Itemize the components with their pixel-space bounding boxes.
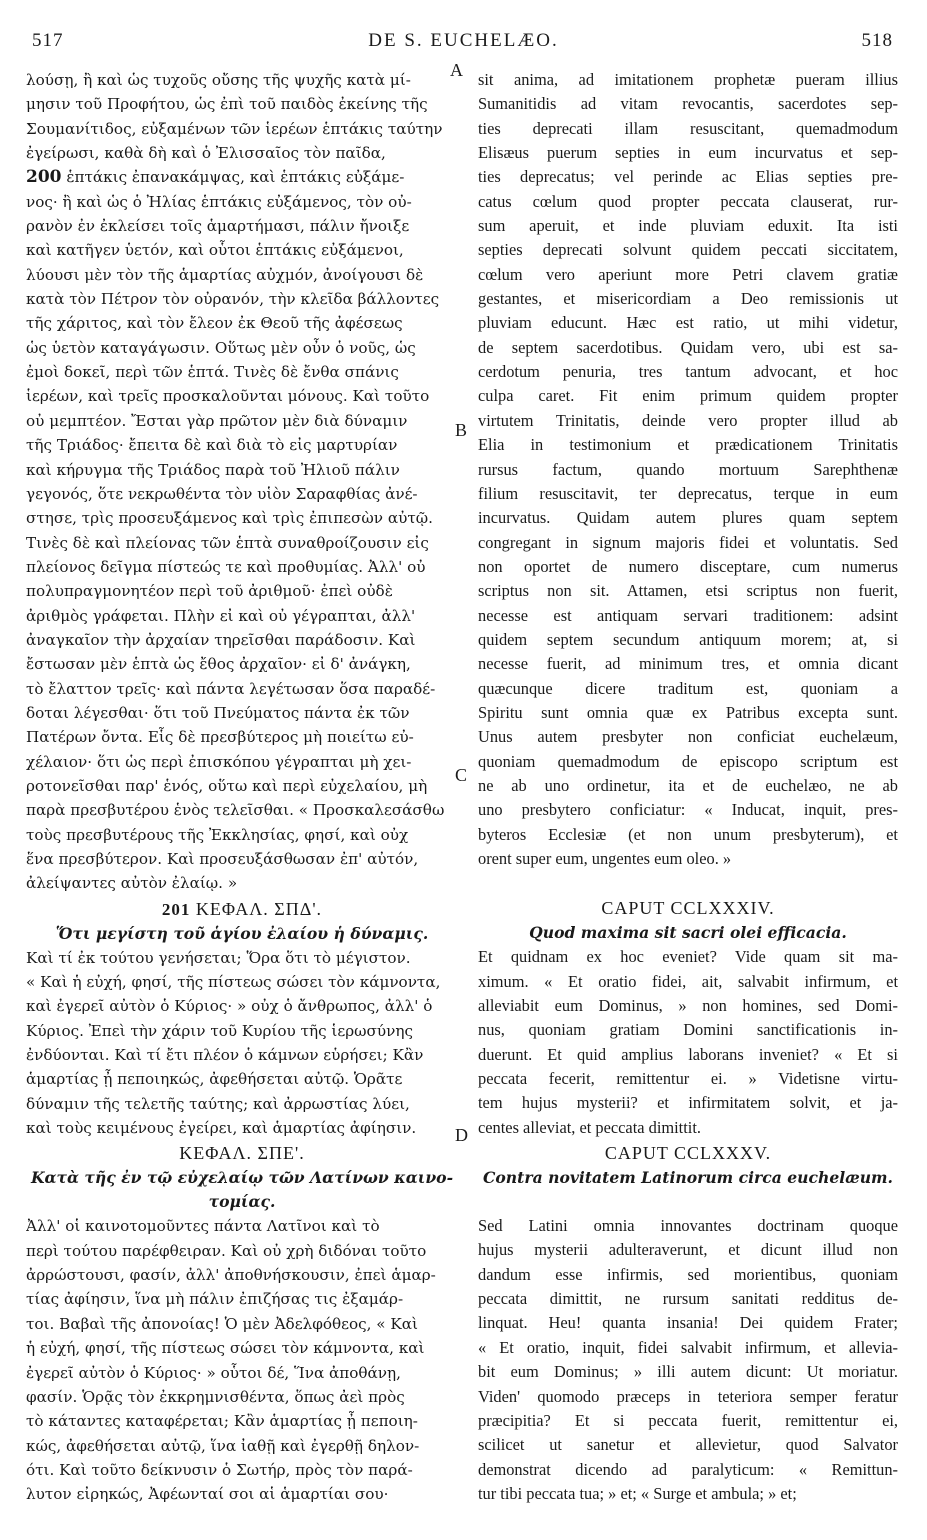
- text-line: πλείονος δεῖγμα πίστεώς τε καὶ προθυμίας. Ἀλλ' οὐ: [26, 557, 426, 576]
- margin-marker-b: B: [455, 420, 468, 440]
- text-line: τοὺς πρεσβυτέρους τῆς Ἐκκλησίας, φησί, καὶ οὐχ: [26, 825, 409, 844]
- text-line: Sumanitidis ad vitam revocantis, sacerdotes sep-: [478, 94, 898, 114]
- text-line: ἔστωσαν μὲν ἑπτὰ ὡς ἔθος ἀρχαῖον· εἰ δ' ἀνάγκη,: [26, 655, 411, 674]
- text-line: tem hujus mysterii? et infirmitatem solvit, et ja-: [478, 1093, 898, 1113]
- text-line: bit eum Dominus; » illi autem dicunt: Ut moriatur.: [478, 1362, 898, 1382]
- text-line: καὶ τοὺς κειμένους ἐγείρει, καὶ ἁμαρτίας ἀφίησιν.: [26, 1119, 417, 1138]
- text-line: ἐγείρωσι, καθὰ δὴ καὶ ὁ Ἐλισσαῖος τὸν παῖδα,: [26, 144, 386, 163]
- text-line: pluviam educunt. Hæc est ratio, ut mihi videtur,: [478, 313, 898, 333]
- text-line: sit anima, ad imitationem prophetæ pueram illius: [478, 70, 898, 89]
- text-line: necesse fuerit, ad minimum tres, et omnia dicant: [478, 654, 898, 674]
- text-line: ximum. « Et oratio fidei, ait, salvabit infirmum, et: [478, 971, 898, 991]
- text-line: dandum esse infirmis, sed morientibus, quoniam: [478, 1264, 898, 1284]
- running-title: DE S. EUCHELÆO.: [368, 30, 559, 51]
- text-line: orent super eum, ungentes eum oleo. »: [478, 849, 732, 868]
- latin-chapter-heading-285: CAPUT CCLXXXV.: [604, 1143, 772, 1164]
- text-line: linquat. Heu! quanta insania! Dei quidem Frater;: [478, 1313, 898, 1333]
- text-line: τὸ κάταντες καταφέρεται; Κἂν ἁμαρτίας ᾖ πεποιη-: [26, 1412, 418, 1431]
- text-line: ἱερέων, καὶ τρεῖς προσκαλοῦνται μόνους. Καὶ τοῦτο: [26, 387, 430, 406]
- text-line: ἀριθμὸς γράφεται. Πλὴν εἰ καὶ οὐ γέγραπται, ἀλλ': [26, 606, 416, 625]
- greek-section-number-200: 200: [26, 167, 62, 188]
- greek-text-mid: [26, 946, 458, 1141]
- text-line: κατὰ τὸν Πέτρον τὸν οὐρανόν, τὴν κλεῖδα βάλλοντες: [26, 290, 440, 309]
- page-number-right: 518: [861, 30, 893, 51]
- text-line: μησιν τοῦ Προφήτου, ὡς ἐπὶ τοῦ παιδὸς ἐκείνης τῆς: [26, 95, 428, 114]
- text-line: ὡς ὑετὸν καταγάγωσιν. Οὕτως μὲν οὖν ὁ νοῦς, ὡς: [26, 338, 416, 357]
- text-line: τοι. Βαβαὶ τῆς ἀπονοίας! Ὁ μὲν Ἀδελφόθεος, « Καὶ: [26, 1314, 418, 1333]
- text-line: ἀλείψαντες αὐτὸν ἐλαίῳ. »: [26, 874, 238, 893]
- text-line: demonstrat dicendo ad paralyticum: « Remittun-: [478, 1459, 898, 1479]
- text-line: septies deprecati solvunt quidem peccati siccitatem,: [478, 240, 898, 260]
- text-line: peccata fecerit, remittentur ei. » Videtisne virtu-: [478, 1069, 898, 1089]
- greek-text-bottom: [26, 1214, 458, 1506]
- greek-chapter-heading-285: ΚΕΦΑΛ. ΣΠΕ'.: [179, 1143, 305, 1164]
- text-line: Unus autem presbyter non conficiat euchelæum,: [478, 727, 898, 747]
- text-line: καὶ κατῆγεν ὑετόν, καὶ οὗτοι ἑπτάκις εὐξάμενοι,: [26, 241, 404, 260]
- text-line: τῆς Τριάδος· ἔπειτα δὲ καὶ διὰ τὸ εἰς μαρτυρίαν: [26, 436, 398, 455]
- text-line: [26, 165, 458, 189]
- text-line: « Et oratio, inquit, fidei salvabit infirmum, et allevia-: [478, 1337, 898, 1357]
- text-line: ἐγερεῖ αὐτὸν ὁ Κύριος· » οὗτοι δέ, Ἵνα ἀποθάνῃ,: [26, 1363, 401, 1382]
- text-line: τὸ ἔλαττον τρεῖς· καὶ πάντα λεγέτωσαν ὅσα παραδέ-: [26, 679, 436, 698]
- latin-text-mid: [478, 945, 898, 1140]
- text-line: Et quidnam ex hoc eveniet? Vide quam sit ma-: [478, 947, 898, 967]
- greek-chapter-heading-284: [26, 896, 458, 922]
- margin-marker-d: D: [455, 1125, 468, 1145]
- text-line: necesse est antiquam servari traditionem: adsint: [478, 605, 898, 625]
- text-line: alleviabit eum Dominus, » non homines, sed Domi-: [478, 996, 898, 1016]
- text-line: Elisæus puerum septies in eum incurvatus et sep-: [478, 143, 898, 163]
- text-line: byteros Ecclesiæ (et non unum presbyterum), et: [478, 824, 898, 844]
- text-line: χέλαιον· ὅτι ὡς περὶ ἐπισκόπου γέγραπται μὴ χει-: [26, 752, 412, 771]
- text-line: ἀναγκαῖον τὴν ἀρχαίαν τηρεῖσθαι παράδοσιν. Καὶ: [26, 630, 416, 649]
- latin-text-bottom: [478, 1214, 898, 1506]
- text-line: Sed Latini omnia innovantes doctrinam quoque: [478, 1216, 898, 1236]
- text-line: nus, quoniam gratiam Domini sanctificationis in-: [478, 1020, 898, 1040]
- latin-text-top: [478, 68, 898, 871]
- text-line: ἁμαρτίας ᾖ πεποιηκώς, ἀφεθήσεται αὐτῷ. Ὁρᾶτε: [26, 1070, 403, 1089]
- margin-marker-a: A: [450, 60, 463, 80]
- text-line: gestantes, et misericordiam a Deo remissionis ut: [478, 289, 898, 309]
- text-line: culpa caret. Fit enim primum quidem propter: [478, 386, 898, 406]
- margin-marker-c: C: [455, 765, 468, 785]
- greek-chapter-subtitle-285a: Κατὰ τῆς ἐν τῷ εὐχελαίῳ τῶν Λατίνων καινο-: [30, 1168, 454, 1188]
- text-line: ἕνα πρεσβύτερον. Καὶ προσευξάσθωσαν ἐπ' αὐτόν,: [26, 850, 419, 868]
- text-line: centes alleviat, et peccata dimittit.: [478, 1117, 701, 1137]
- latin-chapter-subtitle-285: Contra novitatem Latinorum circa euchelæum.: [483, 1168, 893, 1188]
- text-line: δοται λέγεσθαι· ὅτι τοῦ Πνεύματος πάντα ἐκ τῶν: [26, 703, 410, 722]
- text-line: cœlum vero aperiunt more Petri clavem gratiæ: [478, 264, 898, 284]
- text-line: καὶ ἐγερεῖ αὐτὸν ὁ Κύριος· » οὐχ ὁ ἄνθρωπος, ἀλλ' ὁ: [26, 997, 433, 1016]
- text-line: ότι. Καὶ τοῦτο δείκνυσιν ὁ Σωτήρ, πρὸς τὸν παρά-: [26, 1460, 413, 1479]
- text-line: filium resuscitavit, ter deprecatus, terque in eum: [478, 483, 898, 503]
- spacer: [478, 1190, 898, 1214]
- text-line: περὶ τούτου παρέφθειραν. Καὶ οὐ χρὴ διδόναι τοῦτο: [26, 1241, 427, 1260]
- text-line: catus cœlum quod propter peccata clauserat, rur-: [478, 191, 898, 211]
- text-line: quoniam quemadmodum de episcopo scriptum est: [478, 751, 898, 771]
- text-line: quæcunque dicere traditum est, quoniam a: [478, 678, 898, 698]
- text-line: non oportet de numero disceptare, cum numerus: [478, 556, 898, 576]
- greek-chapter-title: ΚΕΦΑΛ. ΣΠΔ'.: [195, 898, 323, 919]
- text-line: Κύριος. Ἐπεὶ τὴν χάριν τοῦ Κυρίου τῆς ἱερωσύνης: [26, 1021, 413, 1040]
- text-line: uno presbytero conficiatur: « Inducat, inquit, pres-: [478, 800, 898, 820]
- page-number-left: 517: [32, 30, 64, 51]
- text-line: ἐμοὶ δοκεῖ, περὶ τῶν ἑπτά. Τινὲς δὲ ἔνθα σπάνις: [26, 363, 399, 382]
- text-line: γεγονός, ὅτε νεκρωθέντα τὸν υἱὸν Σαραφθίας ἀνέ-: [26, 484, 418, 503]
- text-line: στησε, τρὶς προσευξάμενος καὶ τρὶς ἐπιπεσὼν αὐτῷ.: [26, 509, 433, 528]
- latin-column: [478, 68, 898, 1506]
- text-line: δύναμιν τῆς τελετῆς ταύτης; καὶ ἀρρωστίας λύει,: [26, 1094, 410, 1113]
- text-line: Viden' quomodo præceps in teteriora semper feratur: [478, 1386, 898, 1406]
- text-line: tur tibi peccata tua; » et; « Surge et ambula; » et;: [478, 1483, 797, 1503]
- greek-chapter-subtitle-284: Ὅτι μεγίστη τοῦ ἁγίου ἐλαίου ἡ δύναμις.: [55, 923, 429, 943]
- text-line: τίας ἀφίησιν, ἵνα μὴ πάλιν ἐπιζήσας τις ἐξαμάρ-: [26, 1290, 404, 1309]
- text-line: quidem septem secundum antiquum morem; at, si: [478, 629, 898, 649]
- text-line: congregant in signum majoris fidei et voluntatis. Sed: [478, 532, 898, 552]
- text-line: Τινὲς δὲ καὶ πλείονας τῶν ἑπτὰ συναθροίζουσιν εἰς: [26, 533, 429, 552]
- text-line-content: ἑπτάκις ἐπανακάμψας, καὶ ἑπτάκις εὐξάμε-: [66, 168, 405, 187]
- greek-text-top: [26, 68, 458, 896]
- text-line: Spiritu sunt omnia quæ ex Patribus excepta sunt.: [478, 702, 898, 722]
- text-line: φασίν. Ὁρᾷς τὸν ἐκκρημνισθέντα, ὅπως ἀεὶ πρὸς: [26, 1387, 405, 1406]
- text-line: duerunt. Et quid amplius laborans inveniet? « Et si: [478, 1044, 898, 1064]
- text-line: τῆς χάριτος, καὶ τὸν ἔλεον ἐκ Θεοῦ τῆς ἀφέσεως: [26, 314, 403, 333]
- text-line: κώς, ἀφεθήσεται αὐτῷ, ἵνα ἰαθῇ καὶ ἐγερθῇ δηλον-: [26, 1436, 420, 1455]
- text-line: λύουσι μὲν τὸν τῆς ἁμαρτίας αὐχμόν, ἀνοίγουσι δὲ: [26, 265, 424, 284]
- text-line: καὶ κήρυγμα τῆς Τριάδος παρὰ τοῦ Ἠλιοῦ πάλιν: [26, 460, 400, 479]
- text-line: Elia in testimonium et prædicationem Trinitatis: [478, 435, 898, 455]
- text-line: ἀρρώστουσι, φασίν, ἀλλ' ἀποθνήσκουσιν, ἐπεὶ ἁμαρ-: [26, 1266, 436, 1285]
- text-line: Ἀλλ' οἱ καινοτομοῦντες πάντα Λατῖνοι καὶ τὸ: [26, 1217, 380, 1236]
- text-line: Καὶ τί ἐκ τούτου γενήσεται; Ὅρα ὅτι τὸ μέγιστον.: [26, 948, 411, 967]
- text-line: scriptus non sit. Attamen, etsi scriptus non fuerit,: [478, 581, 898, 601]
- text-line: ties deprecatus; vel perinde ac Elias septies pre-: [478, 167, 898, 187]
- text-line: de septem sacerdotibus. Quidam vero, ubi est sa-: [478, 337, 898, 357]
- text-line: οὐ μεμπτέον. Ἔσται γὰρ πρῶτον μὲν διὰ δύναμιν: [26, 411, 408, 430]
- text-line: hujus mysterii adulteraverunt, et dicunt illud non: [478, 1240, 898, 1260]
- greek-chapter-subtitle-285b: τομίας.: [208, 1192, 276, 1212]
- text-line: scilicet ut sanetur et allevietur, quod Salvator: [478, 1435, 898, 1455]
- text-line: Πατέρων ὄντα. Εἷς δὲ πρεσβύτερος μὴ ποιείτω εὐ-: [26, 728, 414, 747]
- text-line: « Καὶ ἡ εὐχή, φησί, τῆς πίστεως σώσει τὸν κάμνοντα,: [26, 973, 441, 992]
- latin-chapter-heading-284: CAPUT CCLXXXIV.: [601, 898, 775, 919]
- text-line: præcipitia? Et si peccata fuerit, remittentur ei,: [478, 1410, 898, 1430]
- text-line: incurvatus. Quidam autem plures quam septem: [478, 508, 898, 528]
- text-line: sum aperuit, et inde pluviam eduxit. Ita isti: [478, 216, 898, 236]
- spacer: [478, 871, 898, 895]
- text-line: virtutem Trinitatis, deinde vero propter illud ab: [478, 410, 898, 430]
- text-line: ἡ εὐχή, φησί, τῆς πίστεως σώσει τὸν κάμνοντα, καὶ: [26, 1339, 425, 1358]
- text-line: λούσῃ, ἢ καὶ ὡς τυχοῦς οὔσης τῆς ψυχῆς κατὰ μί-: [26, 71, 411, 89]
- text-line: ἐνδύονται. Καὶ τί ἔτι πλέον ὁ κάμνων εὑρήσει; Κἂν: [26, 1046, 424, 1065]
- text-line: cerdotum penuria, tres tantum advocant, et hoc: [478, 362, 898, 382]
- text-line: ρανὸν ἐν ἐκλείσει τοῖς ἁμαρτήμασι, πάλιν ἤνοιξε: [26, 217, 410, 236]
- greek-section-number: 201: [161, 899, 191, 919]
- text-line: peccata dimittit, ne rursum sanitati redditus de-: [478, 1289, 898, 1309]
- text-line: ροτονεῖσθαι παρ' ἑνός, οὕτω καὶ περὶ εὐχελαίου, μὴ: [26, 776, 428, 795]
- text-line: λυτον εἰρηκώς, Ἀφέωνταί σοι αἱ ἁμαρτίαι σου·: [26, 1485, 389, 1504]
- text-line: ties deprecati illam resuscitant, quemadmodum: [478, 118, 898, 138]
- text-line: rursus factum, quando mortuum Sarephthenæ: [478, 459, 898, 479]
- text-line: Σουμανίτιδος, εὐξαμένων τῶν ἱερέων ἑπτάκις ταύτην: [26, 119, 443, 138]
- text-line: ne ab uno ordinetur, ita et de euchelæo, ne ab: [478, 775, 898, 795]
- latin-chapter-subtitle-284: Quod maxima sit sacri olei efficacia.: [529, 923, 847, 943]
- text-line: παρὰ πρεσβυτέρου ἑνὸς τελεῖσθαι. « Προσκαλεσάσθω: [26, 801, 445, 820]
- greek-column: [26, 68, 458, 1507]
- text-line: πολυπραγμονητέον περὶ τοῦ ἀριθμοῦ· ἐπεὶ οὐδὲ: [26, 582, 393, 601]
- text-line: νος· ἢ καὶ ὡς ὁ Ἠλίας ἑπτάκις εὐξάμενος, τὸν οὐ-: [26, 192, 412, 211]
